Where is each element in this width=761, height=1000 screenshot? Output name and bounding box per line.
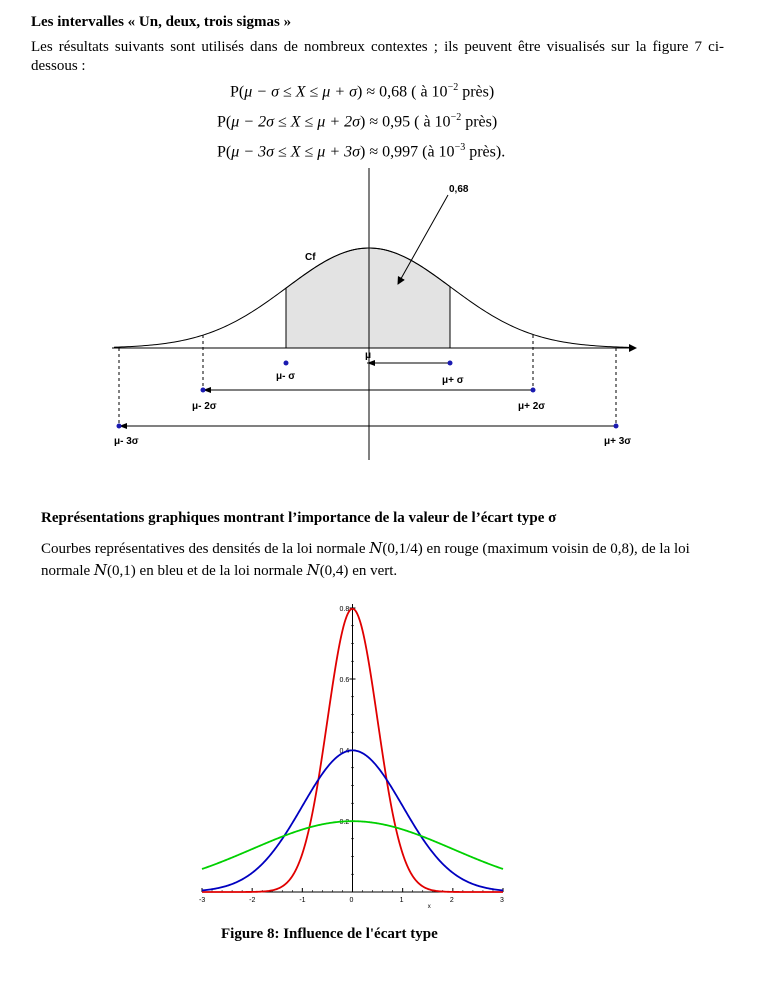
shaded-area-one-sigma xyxy=(286,248,450,348)
label-mu-plus-3sigma: μ+ 3σ xyxy=(604,436,632,447)
section2-title: Représentations graphiques montrant l’importance de la valeur de l’écart type σ xyxy=(41,510,557,526)
x-tick-label: 0 xyxy=(349,897,354,904)
label-mu-plus-sigma: μ+ σ xyxy=(442,375,464,386)
label-mu-minus-3sigma: μ- 3σ xyxy=(114,436,139,447)
chart-axes xyxy=(202,604,503,892)
figure-8-chart xyxy=(0,600,761,920)
section2-text: Courbes représentatives des densités de la loi normale N(0,1/4) en rouge (maximum voisin de 0,8), de la loi normale N(0,1) en bleu et de la loi normale N(0,4) en vert. xyxy=(41,539,690,579)
label-mu-minus-sigma: μ- σ xyxy=(276,371,296,382)
figure-caption: Figure 8: Influence de l'écart type xyxy=(221,926,438,942)
area-label: 0,68 xyxy=(449,184,469,195)
label-mu-minus-2sigma: μ- 2σ xyxy=(192,401,217,412)
y-tick-label: 0.8 xyxy=(339,606,350,613)
curve-label: Cf xyxy=(305,252,316,263)
formula-three-sigma: P(μ − 3σ ≤ X ≤ μ + 3σ) ≈ 0,997 (à $10^{-3}$ près). xyxy=(217,142,506,161)
formula-one-sigma: P(μ − σ ≤ X ≤ μ + σ) ≈ 0,68 ( à $10^{-2}$ près) xyxy=(230,82,495,101)
x-axis-label: x xyxy=(427,904,431,910)
x-tick-label: 1 xyxy=(399,897,404,904)
x-tick-label: 3 xyxy=(500,897,504,904)
section-intro: Les résultats suivants sont utilisés dans de nombreux contextes ; ils peuvent être visualisés sur la figure 7 ci-dessous : xyxy=(31,39,724,74)
x-tick-label: -1 xyxy=(299,897,306,904)
y-tick-label: 0.4 xyxy=(339,748,350,755)
label-mu-plus-2sigma: μ+ 2σ xyxy=(518,401,546,412)
y-tick-label: 0.2 xyxy=(339,819,350,826)
y-tick-label: 0.6 xyxy=(339,677,350,684)
label-mu: μ xyxy=(365,350,372,361)
section-title: Les intervalles « Un, deux, trois sigmas » xyxy=(31,14,292,30)
x-tick-label: -2 xyxy=(249,897,256,904)
formula-two-sigma: P(μ − 2σ ≤ X ≤ μ + 2σ) ≈ 0,95 ( à $10^{-2}$ près) xyxy=(217,112,498,131)
figure-7-bell-curve xyxy=(0,160,761,465)
x-tick-label: 2 xyxy=(449,897,454,904)
x-tick-label: -3 xyxy=(199,897,206,904)
chart-ticks xyxy=(199,606,504,910)
